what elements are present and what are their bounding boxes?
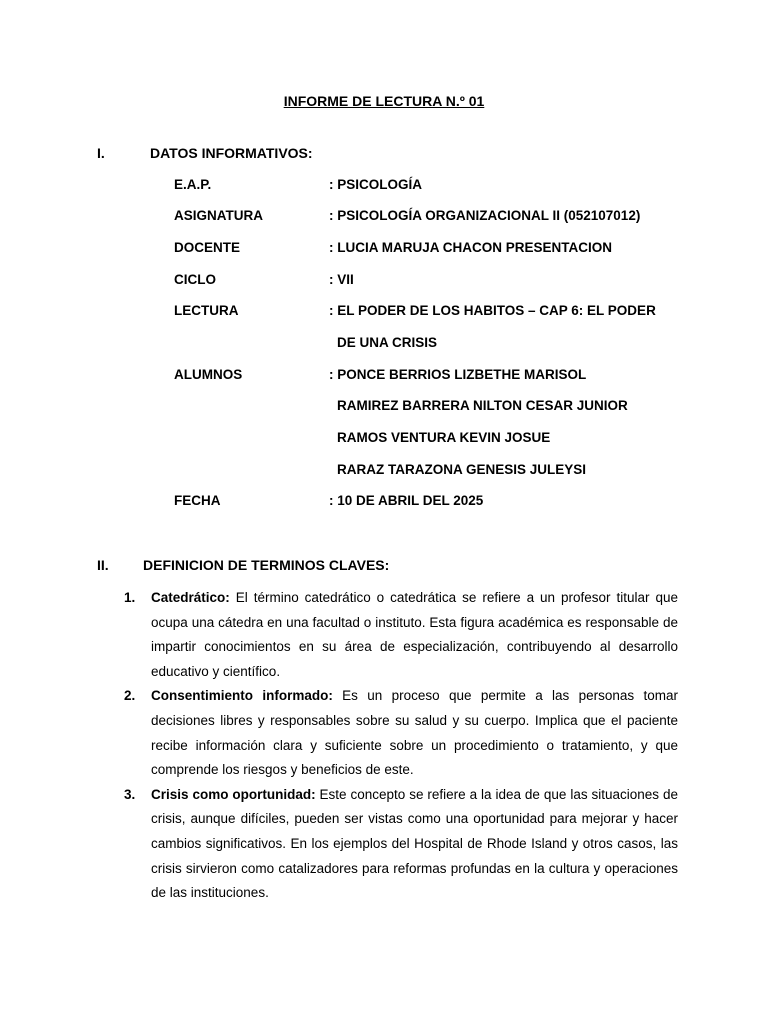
info-key: FECHA — [174, 493, 221, 508]
definition-number: 1. — [124, 590, 136, 605]
info-key: ASIGNATURA — [174, 208, 263, 223]
info-key: DOCENTE — [174, 240, 241, 255]
definition-term: Crisis como oportunidad: — [151, 786, 316, 802]
section-1-heading — [97, 145, 397, 163]
definition-number: 3. — [124, 786, 136, 802]
definition-term: Consentimiento informado: — [151, 688, 333, 704]
definition-term: Catedrático: — [151, 590, 230, 605]
info-value: : LUCIA MARUJA CHACON PRESENTACION — [329, 240, 612, 255]
info-value: : 10 DE ABRIL DEL 2025 — [329, 493, 484, 508]
definitions-list — [124, 586, 678, 906]
document-title: INFORME DE LECTURA N.º 01 — [283, 93, 485, 109]
info-value: RAMOS VENTURA KEVIN JOSUE — [337, 430, 551, 445]
info-key: LECTURA — [174, 303, 239, 318]
info-value: : VII — [329, 272, 354, 287]
info-key: E.A.P. — [174, 177, 212, 192]
definition-text: El término catedrático o catedrática se refiere a un profesor titular que ocupa una cátedra en una facultad o instituto. Esta figura académica es responsable de impartir conocimientos en su área de especialización, contribuyendo al desarrollo educativo y científico. — [151, 590, 678, 679]
info-value: : PSICOLOGÍA ORGANIZACIONAL II (052107012) — [329, 208, 641, 223]
definition-item — [124, 783, 678, 906]
info-key: ALUMNOS — [174, 367, 243, 382]
section-1-number: I. — [97, 145, 105, 161]
info-key: CICLO — [174, 272, 216, 287]
definition-text: Este concepto se refiere a la idea de que las situaciones de crisis, aunque difíciles, pueden ser vistas como una oportunidad para mejorar y hacer cambios significativos. En los ejemplos del Hospital de Rhode Island y otros casos, las crisis sirvieron como catalizadores para reformas profundas en la cultura y operaciones de las instituciones. — [151, 786, 678, 901]
info-value: RARAZ TARAZONA GENESIS JULEYSI — [337, 462, 587, 477]
definition-item — [124, 586, 678, 684]
definition-item — [124, 684, 678, 782]
section-1-title: DATOS INFORMATIVOS: — [150, 145, 313, 161]
info-value: : PSICOLOGÍA — [329, 177, 423, 192]
section-2-heading — [97, 557, 497, 575]
definition-number: 2. — [124, 688, 136, 704]
info-value: DE UNA CRISIS — [337, 335, 438, 350]
section-2-number: II. — [97, 557, 109, 573]
info-value: : EL PODER DE LOS HABITOS – CAP 6: EL PODER — [329, 303, 656, 318]
info-value: RAMIREZ BARRERA NILTON CESAR JUNIOR — [337, 398, 628, 413]
info-value: : PONCE BERRIOS LIZBETHE MARISOL — [329, 367, 587, 382]
definition-text: Es un proceso que permite a las personas tomar decisiones libres y responsables sobre su salud y su cuerpo. Implica que el paciente recibe información clara y suficiente sobre un procedimiento o tratamiento, y que comprende los riesgos y beneficios de este. — [151, 688, 679, 778]
section-2-title: DEFINICION DE TERMINOS CLAVES: — [143, 557, 390, 573]
